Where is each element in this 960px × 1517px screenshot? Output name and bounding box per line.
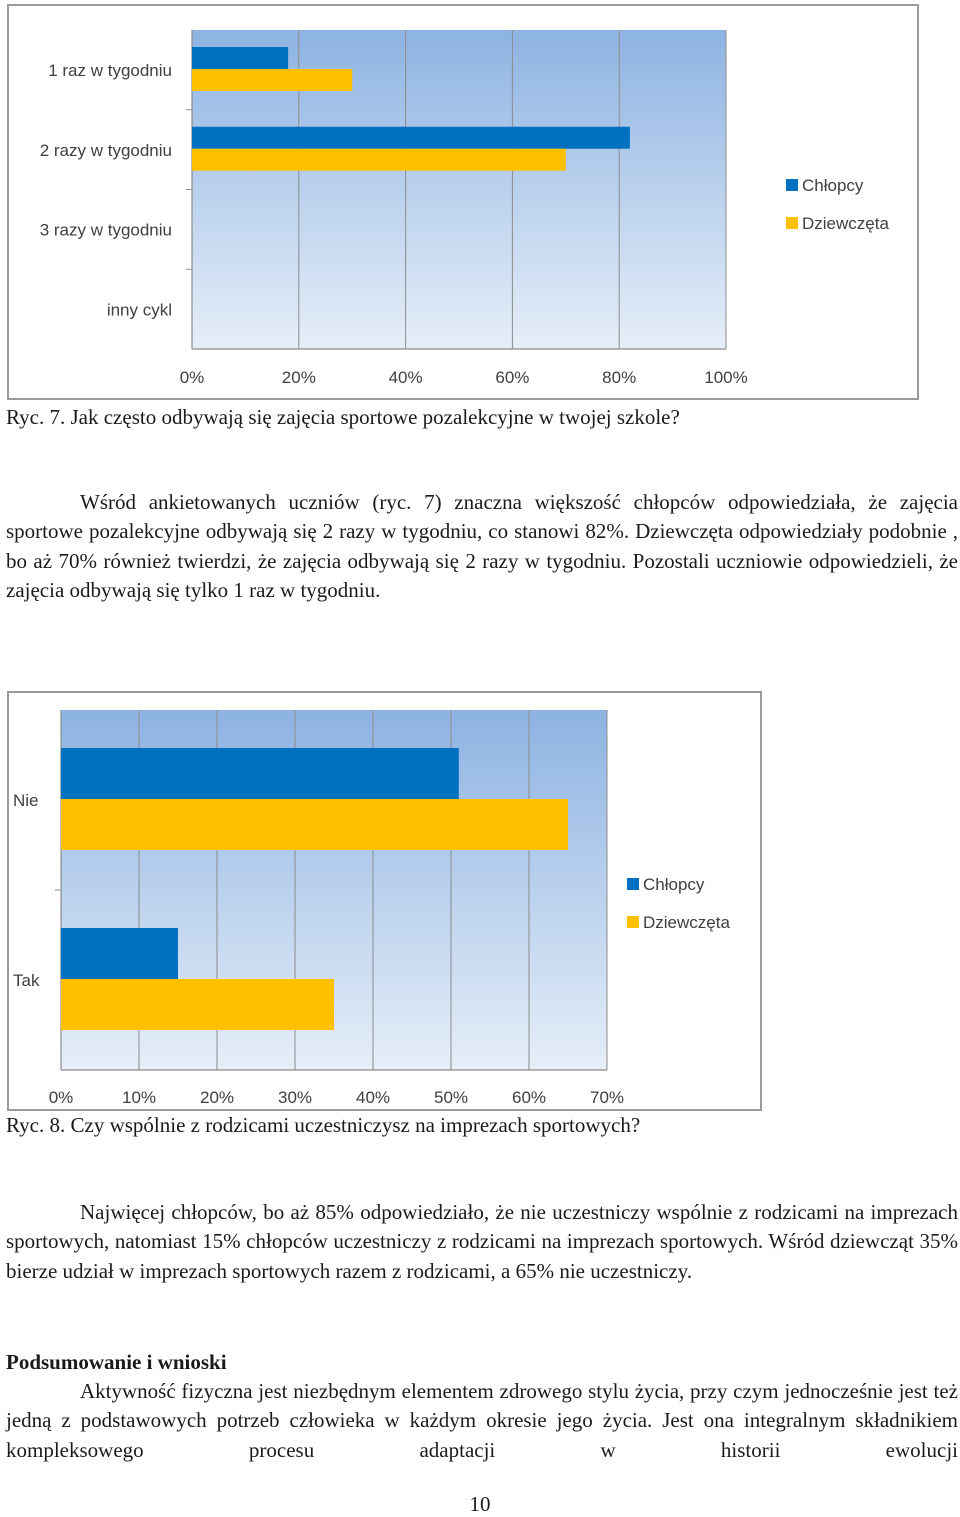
chart7-x-tick-100: 100% (704, 368, 748, 387)
paragraph-summary: Aktywność fizyczna jest niezbędnym elementem zdrowego stylu życia, przy czym jednocześnie jest też jedną z podstawowych potrzeb człowieka w każdym okresie jego życia. Jest ona integralnym składnikiem kompleksowego procesu adaptacji w historii ewolucji (6, 1379, 958, 1462)
paragraph-figure-7-discussion: Wśród ankietowanych uczniów (ryc. 7) znaczna większość chłopców odpowiedziała, że zajęcia sportowe pozalekcyjne odbywają się 2 razy w tygodniu, co stanowi 82%. Dziewczęta odpowiedziały podobnie , bo aż 70% również twierdzi, że zajęcia odbywają się 2 razy w tygodniu. Pozostali uczniowie odpowiedzieli, że zajęcia odbywają się tylko 1 raz w tygodniu. (6, 490, 958, 602)
chart8-legend-swatch-chlopcy (627, 878, 639, 890)
chart8-x-tick-60: 60% (511, 1088, 547, 1107)
chart7-x-tick-80: 80% (602, 368, 637, 387)
chart-8-svg (9, 693, 764, 1113)
chart7-x-tick-40: 40% (388, 368, 423, 387)
chart7-x-tick-60: 60% (495, 368, 530, 387)
chart-figure-7 (7, 4, 919, 400)
chart8-bar-tak-chlopcy (61, 928, 178, 979)
chart8-x-tick-30: 30% (277, 1088, 313, 1107)
chart8-legend-label-dziewczeta: Dziewczęta (643, 913, 730, 932)
chart7-bar-2-razy-w-tygodniu-chlopcy (192, 127, 630, 149)
chart7-bar-2-razy-w-tygodniu-dziewczeta (192, 149, 566, 171)
chart7-category-label-1-raz-w-tygodniu: 1 raz w tygodniu (48, 61, 172, 80)
chart7-legend-swatch-dziewczeta (786, 217, 798, 229)
chart8-x-tick-50: 50% (433, 1088, 469, 1107)
chart7-legend-label-dziewczeta: Dziewczęta (802, 214, 889, 233)
chart8-legend-swatch-dziewczeta (627, 916, 639, 928)
chart8-x-tick-10: 10% (121, 1088, 157, 1107)
chart7-x-tick-0: 0% (179, 368, 205, 387)
chart7-bar-1-raz-w-tygodniu-dziewczeta (192, 69, 352, 91)
figure-7-caption: Ryc. 7. Jak często odbywają się zajęcia sportowe pozalekcyjne w twojej szkole? (6, 405, 680, 429)
chart7-bar-1-raz-w-tygodniu-chlopcy (192, 47, 288, 69)
figure-8-caption: Ryc. 8. Czy wspólnie z rodzicami uczestniczysz na imprezach sportowych? (6, 1113, 641, 1137)
chart7-x-tick-20: 20% (281, 368, 316, 387)
chart7-legend-label-chlopcy: Chłopcy (802, 176, 864, 195)
chart-7-svg (9, 6, 921, 402)
chart7-category-label-3-razy-w-tygodniu: 3 razy w tygodniu (39, 220, 172, 240)
chart7-category-label-2-razy-w-tygodniu: 2 razy w tygodniu (39, 140, 172, 160)
paragraph-figure-8-discussion: Najwięcej chłopców, bo aż 85% odpowiedziało, że nie uczestniczy wspólnie z rodzicami na imprezach sportowych, natomiast 15% chłopców uczestniczy z rodzicami na imprezach sportowych. Wśród dziewcząt 35% bierze udział w imprezach sportowych razem z rodzicami, a 65% nie uczestniczy. (6, 1200, 958, 1283)
chart-figure-8 (7, 691, 762, 1111)
chart8-bar-nie-chlopcy (61, 748, 459, 799)
chart8-category-label-nie: Nie (13, 791, 39, 810)
section-heading: Podsumowanie i wnioski (6, 1350, 227, 1374)
chart8-bar-tak-dziewczeta (61, 979, 334, 1030)
chart7-category-label-inny-cykl: inny cykl (106, 300, 172, 320)
chart8-x-tick-20: 20% (199, 1088, 235, 1107)
chart8-x-tick-0: 0% (48, 1088, 74, 1107)
chart8-legend-label-chlopcy: Chłopcy (643, 875, 705, 894)
chart8-x-tick-70: 70% (589, 1088, 625, 1107)
chart8-bar-nie-dziewczeta (61, 799, 568, 850)
page-number: 10 (469, 1492, 491, 1516)
chart7-legend-swatch-chlopcy (786, 179, 798, 191)
chart8-x-tick-40: 40% (355, 1088, 391, 1107)
chart8-category-label-tak: Tak (13, 971, 40, 990)
